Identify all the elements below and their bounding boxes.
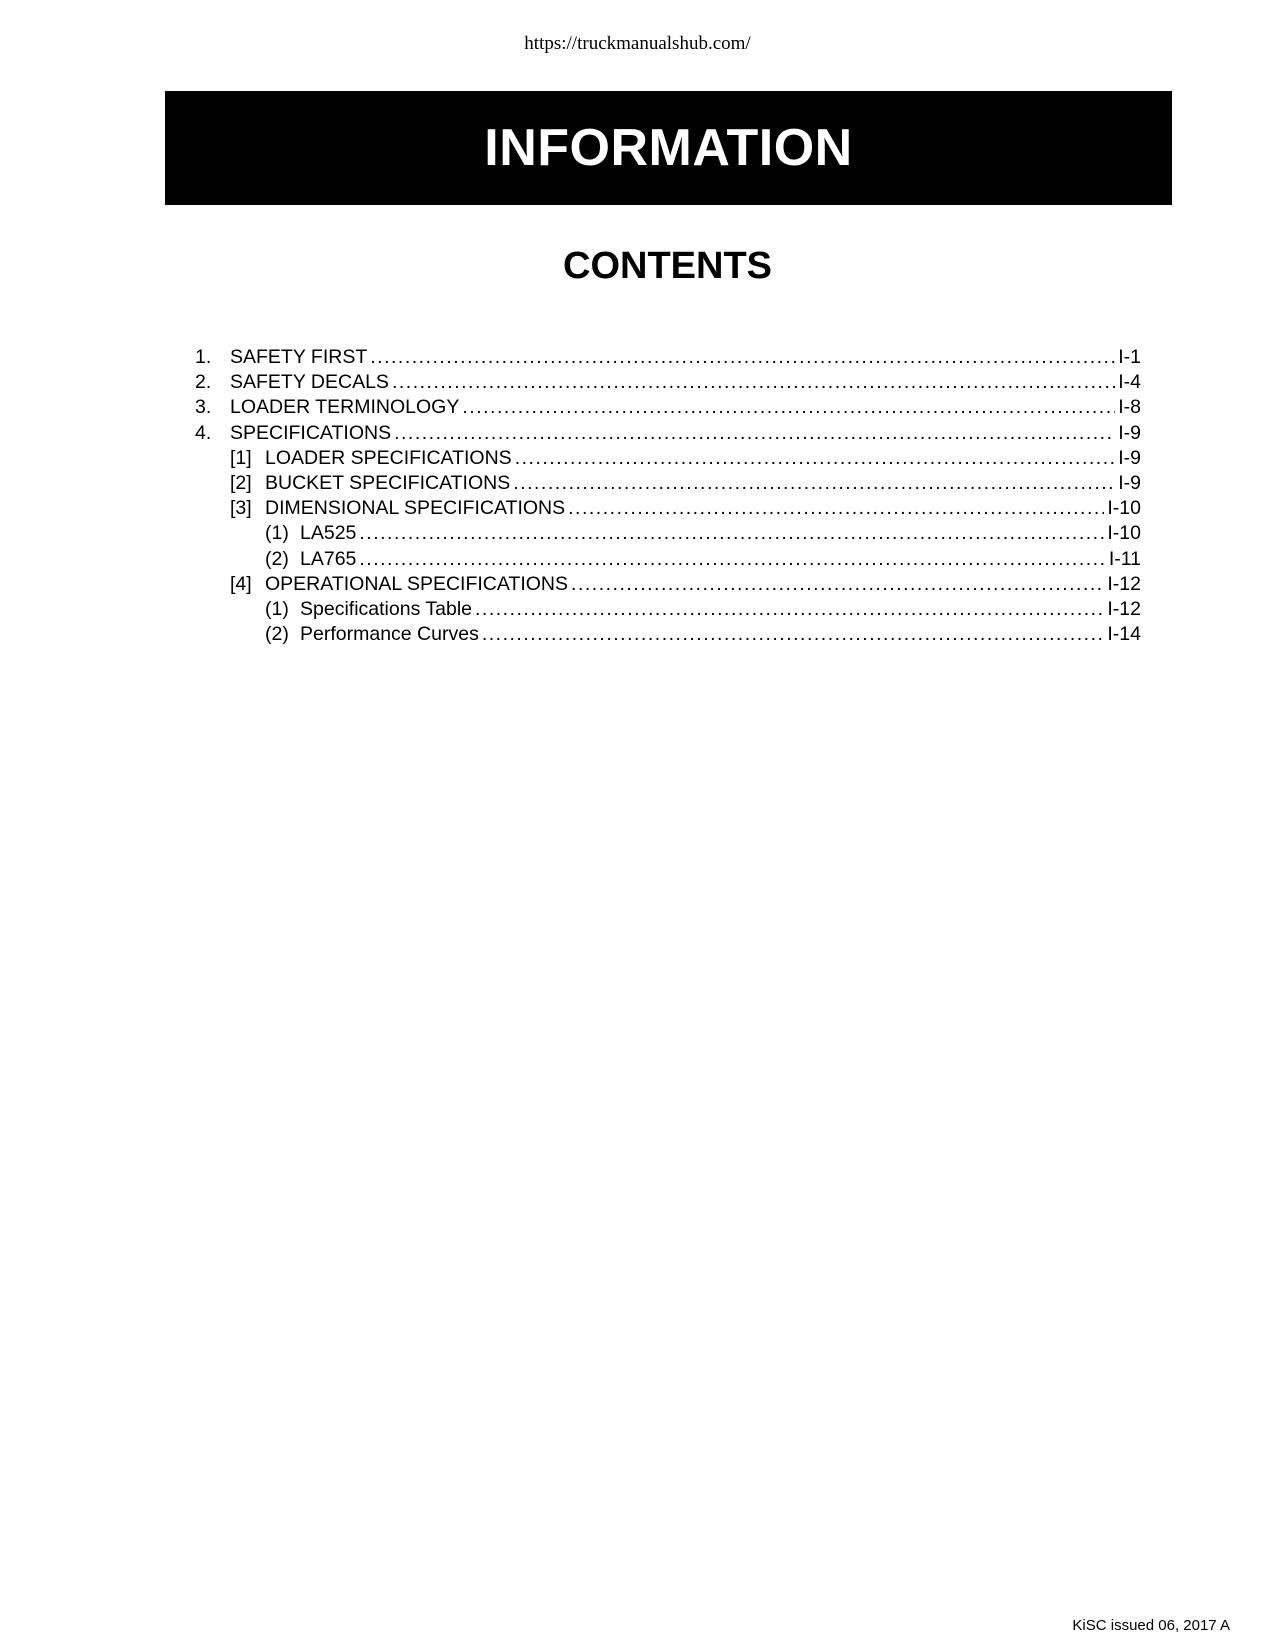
- toc-entry-la525[interactable]: [195, 521, 1141, 546]
- table-of-contents: [195, 345, 1141, 647]
- toc-entry-title: LOADER TERMINOLOGY: [230, 396, 460, 419]
- toc-entry-safety-decals[interactable]: [195, 370, 1141, 395]
- toc-dot-leader: [462, 395, 1115, 420]
- toc-dot-leader: [394, 421, 1115, 446]
- toc-entry-number: [4]: [230, 572, 252, 595]
- toc-entry-number: [1]: [230, 446, 252, 469]
- toc-entry-page: I-12: [1107, 598, 1141, 621]
- toc-entry-number: [3]: [230, 497, 252, 520]
- toc-entry-number: 4.: [195, 421, 212, 444]
- toc-entry-title: Specifications Table: [300, 598, 472, 621]
- issue-footer: KiSC issued 06, 2017 A: [1072, 1617, 1230, 1634]
- toc-entry-dimensional-specifications[interactable]: [195, 496, 1141, 521]
- toc-dot-leader: [392, 370, 1115, 395]
- toc-entry-page: I-10: [1107, 522, 1141, 545]
- section-banner: [165, 91, 1172, 205]
- toc-entry-page: I-1: [1118, 346, 1141, 368]
- contents-heading: CONTENTS: [563, 245, 772, 287]
- toc-entry-title: LOADER SPECIFICATIONS: [265, 446, 512, 469]
- toc-dot-leader: [513, 471, 1115, 496]
- toc-entry-number: [2]: [230, 472, 252, 495]
- toc-entry-title: BUCKET SPECIFICATIONS: [265, 472, 511, 495]
- toc-dot-leader: [571, 572, 1104, 597]
- source-url: https://truckmanualshub.com/: [524, 33, 751, 54]
- toc-entry-page: I-12: [1107, 572, 1141, 595]
- toc-entry-title: SAFETY DECALS: [230, 371, 389, 394]
- toc-entry-page: I-11: [1108, 547, 1141, 570]
- toc-entry-number: (2): [265, 623, 289, 646]
- toc-dot-leader: [515, 446, 1116, 471]
- toc-entry-number: 1.: [195, 346, 212, 368]
- toc-entry-page: I-10: [1107, 497, 1141, 520]
- toc-entry-title: SPECIFICATIONS: [230, 421, 392, 444]
- toc-entry-title: SAFETY FIRST: [230, 346, 368, 368]
- toc-entry-title: DIMENSIONAL SPECIFICATIONS: [265, 497, 566, 520]
- toc-entry-page: I-8: [1118, 396, 1141, 419]
- toc-entry-title: Performance Curves: [300, 623, 479, 646]
- toc-dot-leader: [370, 345, 1115, 370]
- toc-entry-number: (2): [265, 547, 289, 570]
- toc-entry-title: LA525: [300, 522, 357, 545]
- toc-entry-bucket-specifications[interactable]: [195, 471, 1141, 496]
- toc-entry-title: OPERATIONAL SPECIFICATIONS: [265, 572, 569, 595]
- toc-entry-page: I-9: [1118, 472, 1141, 495]
- toc-entry-loader-terminology[interactable]: [195, 395, 1141, 420]
- toc-entry-specifications-table[interactable]: [195, 597, 1141, 622]
- toc-entry-number: 2.: [195, 371, 212, 394]
- toc-entry-loader-specifications[interactable]: [195, 446, 1141, 471]
- toc-entry-number: 3.: [195, 396, 212, 419]
- toc-entry-number: (1): [265, 598, 289, 621]
- toc-entry-page: I-9: [1118, 421, 1141, 444]
- toc-dot-leader: [482, 622, 1105, 647]
- toc-entry-operational-specifications[interactable]: [195, 572, 1141, 597]
- toc-entry-performance-curves[interactable]: [195, 622, 1141, 647]
- toc-entry-title: LA765: [300, 547, 357, 570]
- toc-entry-specifications[interactable]: [195, 421, 1141, 446]
- toc-dot-leader: [568, 496, 1104, 521]
- section-title: INFORMATION: [484, 119, 853, 177]
- toc-entry-page: I-9: [1118, 446, 1141, 469]
- toc-dot-leader: [475, 597, 1104, 622]
- toc-entry-page: I-4: [1118, 371, 1141, 394]
- toc-entry-page: I-14: [1107, 623, 1141, 646]
- toc-entry-number: (1): [265, 522, 289, 545]
- toc-entry-safety-first[interactable]: [195, 345, 1141, 370]
- toc-dot-leader: [359, 547, 1105, 572]
- toc-entry-la765[interactable]: [195, 547, 1141, 572]
- toc-dot-leader: [359, 521, 1104, 546]
